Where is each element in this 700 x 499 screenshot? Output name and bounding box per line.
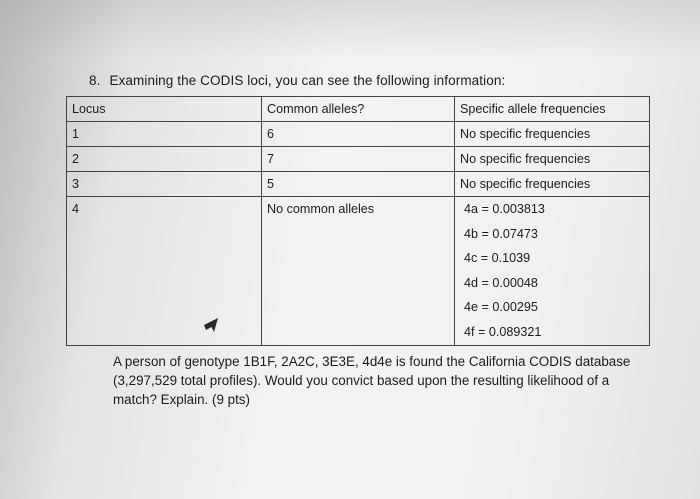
frequency-cell: No specific frequencies xyxy=(455,122,650,147)
list-item: 4a = 0.003813 xyxy=(464,202,545,216)
codis-table xyxy=(66,96,650,346)
question-number: 8. xyxy=(89,73,101,88)
followup-line: A person of genotype 1B1F, 2A2C, 3E3E, 4d4e is found the California CODIS database xyxy=(113,354,631,369)
table-header-row xyxy=(67,97,650,122)
table-row xyxy=(67,147,650,172)
followup-question xyxy=(113,352,653,409)
question-heading xyxy=(89,73,505,88)
list-item: 4e = 0.00295 xyxy=(464,300,538,315)
list-item: 4d = 0.00048 xyxy=(464,275,538,290)
common-alleles-cell: 6 xyxy=(262,122,455,147)
list-item: 4c = 0.1039 xyxy=(464,251,531,266)
locus-cell: 1 xyxy=(67,122,262,147)
question-prompt: Examining the CODIS loci, you can see the following information: xyxy=(109,73,506,88)
locus-cell: 3 xyxy=(67,172,262,197)
mouse-pointer-icon xyxy=(203,317,221,335)
common-alleles-cell: 5 xyxy=(262,172,455,197)
header-common-alleles: Common alleles? xyxy=(262,97,455,122)
table-row xyxy=(67,122,650,147)
locus-cell: 4 xyxy=(67,197,262,346)
frequency-list-cell xyxy=(455,197,650,346)
list-item: 4b = 0.07473 xyxy=(464,226,538,241)
list-item: 4f = 0.089321 xyxy=(464,324,542,339)
frequency-cell: No specific frequencies xyxy=(455,172,650,197)
table-row xyxy=(67,172,650,197)
header-allele-frequencies: Specific allele frequencies xyxy=(455,97,650,122)
common-alleles-cell: 7 xyxy=(262,147,455,172)
followup-line: (3,297,529 total profiles). Would you convict based upon the resulting likelihood of a xyxy=(113,373,610,388)
followup-line: match? Explain. (9 pts) xyxy=(113,392,250,407)
frequency-list xyxy=(460,197,649,345)
table-row-locus-4 xyxy=(67,197,650,346)
page-shadow xyxy=(0,0,700,60)
frequency-cell: No specific frequencies xyxy=(455,147,650,172)
locus-cell: 2 xyxy=(67,147,262,172)
common-alleles-cell: No common alleles xyxy=(262,197,455,346)
header-locus: Locus xyxy=(67,97,262,122)
